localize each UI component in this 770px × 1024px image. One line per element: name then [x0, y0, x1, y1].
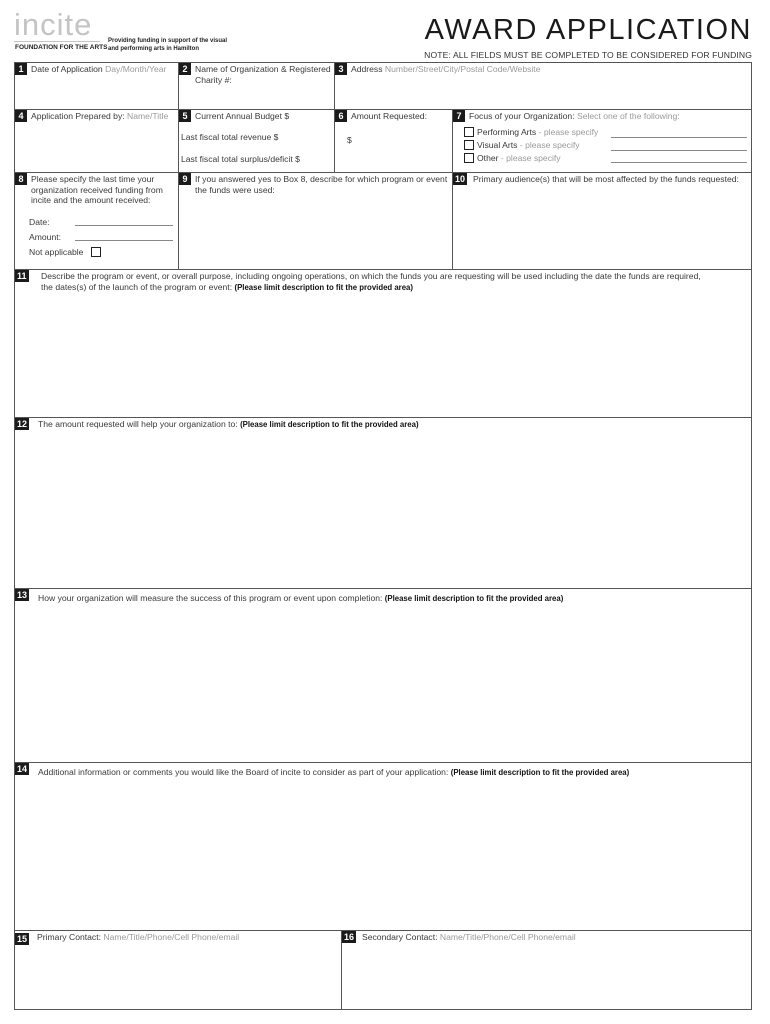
box-8-last-funding — [14, 172, 179, 270]
box-6-amount-requested[interactable] — [334, 109, 453, 173]
revenue-label: Last fiscal total revenue $ — [181, 132, 279, 142]
box-label — [38, 593, 748, 605]
performing-arts-checkbox[interactable] — [464, 127, 474, 137]
box-9-funds-usage[interactable] — [178, 172, 453, 270]
amount-field[interactable] — [75, 240, 173, 241]
label-text: Describe the program or event, or overall purpose, including ongoing operations, on which the funds you are requesting will be used including the date the funds are required, the dates(s) of the launch of the program or event: — [41, 271, 701, 292]
label-hint: Select one of the following: — [576, 111, 680, 121]
box-number: 15 — [17, 934, 28, 944]
box-number: 11 — [17, 271, 27, 281]
box-1-date-of-application[interactable] — [14, 62, 179, 110]
logo-subtitle: FOUNDATION FOR THE ARTS — [15, 44, 108, 51]
performing-arts-option — [477, 127, 598, 137]
label-hint: Name/Title/Phone/Cell Phone/email — [103, 932, 240, 942]
form-title: AWARD APPLICATION — [424, 14, 752, 46]
box-13-success-measurement[interactable] — [14, 588, 752, 763]
box-number: 6 — [335, 110, 347, 122]
form-header — [14, 7, 752, 62]
logo-wordmark: incite — [14, 10, 100, 42]
other-checkbox[interactable] — [464, 153, 474, 163]
label-hint: Number/Street/City/Postal Code/Website — [384, 64, 541, 74]
box-number: 4 — [15, 110, 27, 122]
box-number: 2 — [179, 63, 191, 75]
box-number: 8 — [15, 173, 27, 185]
box-label: Primary audience(s) that will be most affected by the funds requested: — [473, 174, 739, 184]
label-text: Application Prepared by: — [31, 111, 125, 121]
option-hint: - please specify — [519, 140, 580, 150]
box-label — [351, 64, 748, 75]
box-2-organization-name[interactable] — [178, 62, 335, 110]
box-11-program-description[interactable] — [14, 269, 752, 418]
limit-note: (Please limit description to fit the provided area) — [240, 420, 419, 429]
box-4-prepared-by[interactable] — [14, 109, 179, 173]
box-10-primary-audience[interactable] — [452, 172, 752, 270]
label-text: Secondary Contact: — [362, 932, 438, 942]
visual-arts-option — [477, 140, 580, 150]
box-label — [362, 932, 748, 943]
date-field[interactable] — [75, 225, 173, 226]
box-number: 9 — [179, 173, 191, 185]
label-text: The amount requested will help your organization to: — [38, 419, 238, 429]
date-label: Date: — [29, 217, 50, 227]
option-hint: - please specify — [500, 153, 561, 163]
dollar-sign: $ — [347, 135, 352, 145]
option-hint: - please specify — [538, 127, 599, 137]
box-number: 7 — [453, 110, 465, 122]
box-label — [31, 111, 175, 122]
visual-arts-checkbox[interactable] — [464, 140, 474, 150]
box-label: If you answered yes to Box 8, describe for which program or event the funds were used: — [195, 174, 448, 195]
box-14-additional-information[interactable] — [14, 762, 752, 931]
box-12-amount-impact[interactable] — [14, 417, 752, 589]
box-number: 1 — [15, 63, 27, 75]
box-3-address[interactable] — [334, 62, 752, 110]
incite-logo — [14, 7, 108, 56]
box-5-annual-budget[interactable] — [178, 109, 335, 173]
amount-label: Amount: — [29, 232, 62, 242]
option-label: Visual Arts — [477, 140, 518, 150]
box-label — [38, 767, 748, 779]
box-number: 12 — [17, 419, 28, 429]
label-text: Date of Application — [31, 64, 103, 74]
box-label — [37, 932, 338, 943]
label-text: Address — [351, 64, 383, 74]
label-text: Additional information or comments you would like the Board of incite to consider as part of your application: — [38, 767, 449, 777]
box-16-secondary-contact[interactable] — [341, 930, 752, 1010]
box-number: 16 — [344, 932, 355, 942]
limit-note: (Please limit description to fit the provided area) — [384, 594, 564, 603]
box-label: Name of Organization & Registered Charity #: — [195, 64, 331, 85]
label-text: Focus of your Organization: — [469, 111, 575, 121]
box-label: Amount Requested: — [351, 111, 427, 121]
box-label: Current Annual Budget $ — [195, 111, 290, 121]
box-number: 10 — [455, 174, 466, 184]
box-7-organization-focus — [452, 109, 752, 173]
completion-note: NOTE: ALL FIELDS MUST BE COMPLETED TO BE CONSIDERED FOR FUNDING — [424, 50, 752, 60]
label-hint: Name/Title/Phone/Cell Phone/email — [439, 932, 576, 942]
tagline: Providing funding in support of the visual and performing arts in Hamilton — [108, 38, 227, 52]
label-hint: Name/Title — [127, 111, 169, 121]
not-applicable-label: Not applicable — [29, 247, 84, 257]
label-hint: Day/Month/Year — [105, 64, 167, 74]
label-text: How your organization will measure the success of this program or event upon completion: — [38, 593, 383, 603]
surplus-label: Last fiscal total surplus/deficit $ — [181, 154, 300, 164]
application-form — [14, 62, 752, 1010]
limit-note: (Please limit description to fit the provided area) — [450, 768, 630, 777]
box-number: 3 — [335, 63, 347, 75]
performing-arts-specify-line[interactable] — [611, 137, 747, 138]
box-label: Please specify the last time your organization received funding from incite and the amount received: — [31, 174, 163, 205]
box-label — [31, 64, 175, 75]
box-number: 5 — [179, 110, 191, 122]
option-label: Performing Arts — [477, 127, 537, 137]
visual-arts-specify-line[interactable] — [611, 150, 747, 151]
box-number: 14 — [17, 764, 28, 774]
box-number: 13 — [17, 590, 28, 600]
other-specify-line[interactable] — [611, 162, 747, 163]
box-label — [38, 419, 748, 431]
not-applicable-checkbox[interactable] — [91, 247, 101, 257]
option-label: Other — [477, 153, 499, 163]
limit-note: (Please limit description to fit the provided area) — [234, 282, 413, 292]
box-15-primary-contact[interactable] — [14, 930, 342, 1010]
box-label — [469, 111, 748, 122]
box-label — [41, 271, 711, 293]
other-option — [477, 153, 561, 163]
label-text: Primary Contact: — [37, 932, 101, 942]
